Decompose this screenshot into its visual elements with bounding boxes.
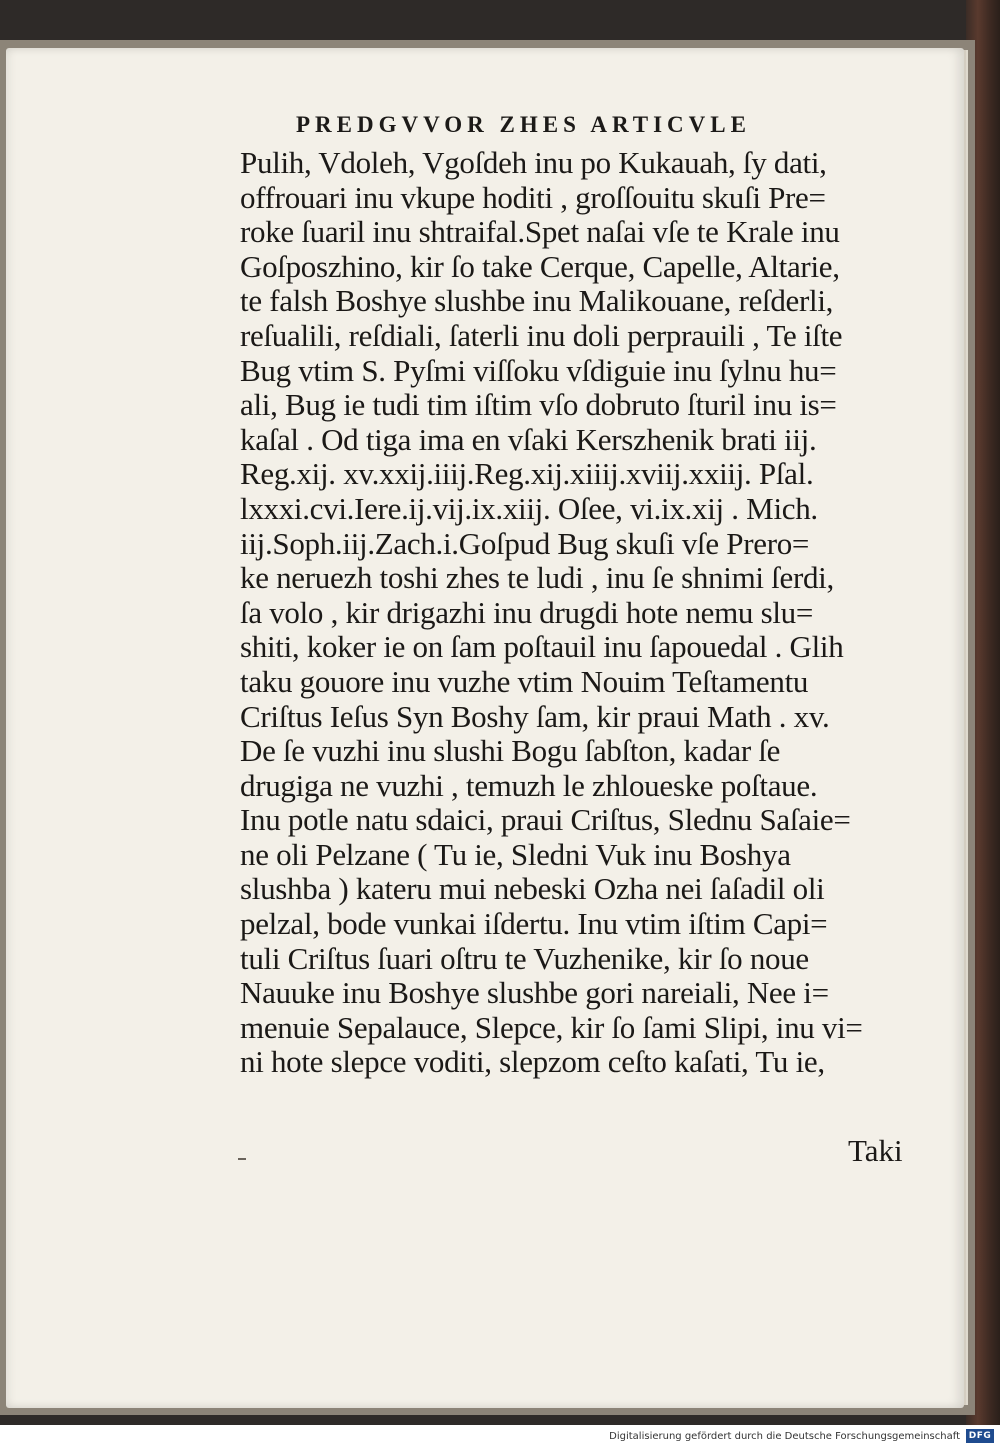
text-line: Reg.xij. xv.xxij.iiij.Reg.xij.xiiij.xviij.xxiij. Pſal. xyxy=(240,456,814,492)
text-line: te falsh Boshye slushbe inu Malikouane, reſderli, xyxy=(240,283,834,319)
body-text xyxy=(240,146,940,1080)
dfg-logo[interactable]: DFG xyxy=(966,1429,994,1443)
text-line: De ſe vuzhi inu slushi Bogu ſabſton, kadar ſe xyxy=(240,733,781,769)
text-line: reſualili, reſdiali, ſaterli inu doli perprauili , Te iſte xyxy=(240,317,843,353)
text-line: shiti, koker ie on ſam poſtauil inu ſapouedal . Glih xyxy=(240,629,844,665)
text-line: Bug vtim S. Pyſmi viſſoku vſdiguie inu ſylnu hu= xyxy=(240,352,837,388)
text-line: tuli Criſtus ſuari oſtru te Vuzhenike, kir ſo noue xyxy=(240,940,809,976)
text-line: Pulih, Vdoleh, Vgoſdeh inu po Kukauah, ſy dati, xyxy=(240,145,827,180)
text-line: offrouari inu vkupe hoditi , groſſouitu skuſi Pre= xyxy=(240,179,826,215)
text-line: drugiga ne vuzhi , temuzh le zhloueske poſtaue. xyxy=(240,767,818,803)
text-line: slushba ) kateru mui nebeski Ozha nei ſaſadil oli xyxy=(240,871,825,907)
text-line: Goſposzhino, kir ſo take Cerque, Capelle, Altarie, xyxy=(240,248,840,284)
text-line: taku gouore inu vuzhe vtim Nouim Teſtamentu xyxy=(240,663,809,699)
text-line: roke ſuaril inu shtraifal.Spet naſai vſe te Krale inu xyxy=(240,214,840,250)
text-line: Nauuke inu Boshye slushbe gori nareiali, Nee i= xyxy=(240,975,829,1011)
text-line: ni hote slepce voditi, slepzom ceſto kaſati, Tu ie, xyxy=(240,1044,825,1080)
text-line: Inu potle natu sdaici, praui Criſtus, Slednu Saſaie= xyxy=(240,802,851,838)
text-line: ne oli Pelzane ( Tu ie, Sledni Vuk inu Boshya xyxy=(240,836,791,872)
text-line: lxxxi.cvi.Iere.ij.vij.ix.xiij. Oſee, vi.ix.xij . Mich. xyxy=(240,490,818,526)
text-line: kaſal . Od tiga ima en vſaki Kerszhenik brati iij. xyxy=(240,421,817,457)
catchword: Taki xyxy=(848,1133,903,1168)
text-line: menuie Sepalauce, Slepce, kir ſo ſami Slipi, inu vi= xyxy=(240,1009,863,1045)
stray-ink-mark xyxy=(238,1158,246,1160)
running-head: PREDGVVOR ZHES ARTICVLE xyxy=(296,112,751,137)
text-line: pelzal, bode vunkai iſdertu. Inu vtim iſtim Capi= xyxy=(240,906,828,942)
text-line: iij.Soph.iij.Zach.i.Goſpud Bug skuſi vſe Prero= xyxy=(240,525,810,561)
text-line: ſa volo , kir drigazhi inu drugdi hote nemu slu= xyxy=(240,594,814,630)
footer-credit: Digitalisierung gefördert durch die Deutsche Forschungsgemeinschaft xyxy=(609,1431,960,1442)
text-line: ke neruezh toshi zhes te ludi , inu ſe shnimi ſerdi, xyxy=(240,560,834,596)
text-line: ali, Bug ie tudi tim iſtim vſo dobruto ſturil inu is= xyxy=(240,387,837,423)
text-line: Criſtus Ieſus Syn Boshy ſam, kir praui Math . xv. xyxy=(240,698,830,734)
